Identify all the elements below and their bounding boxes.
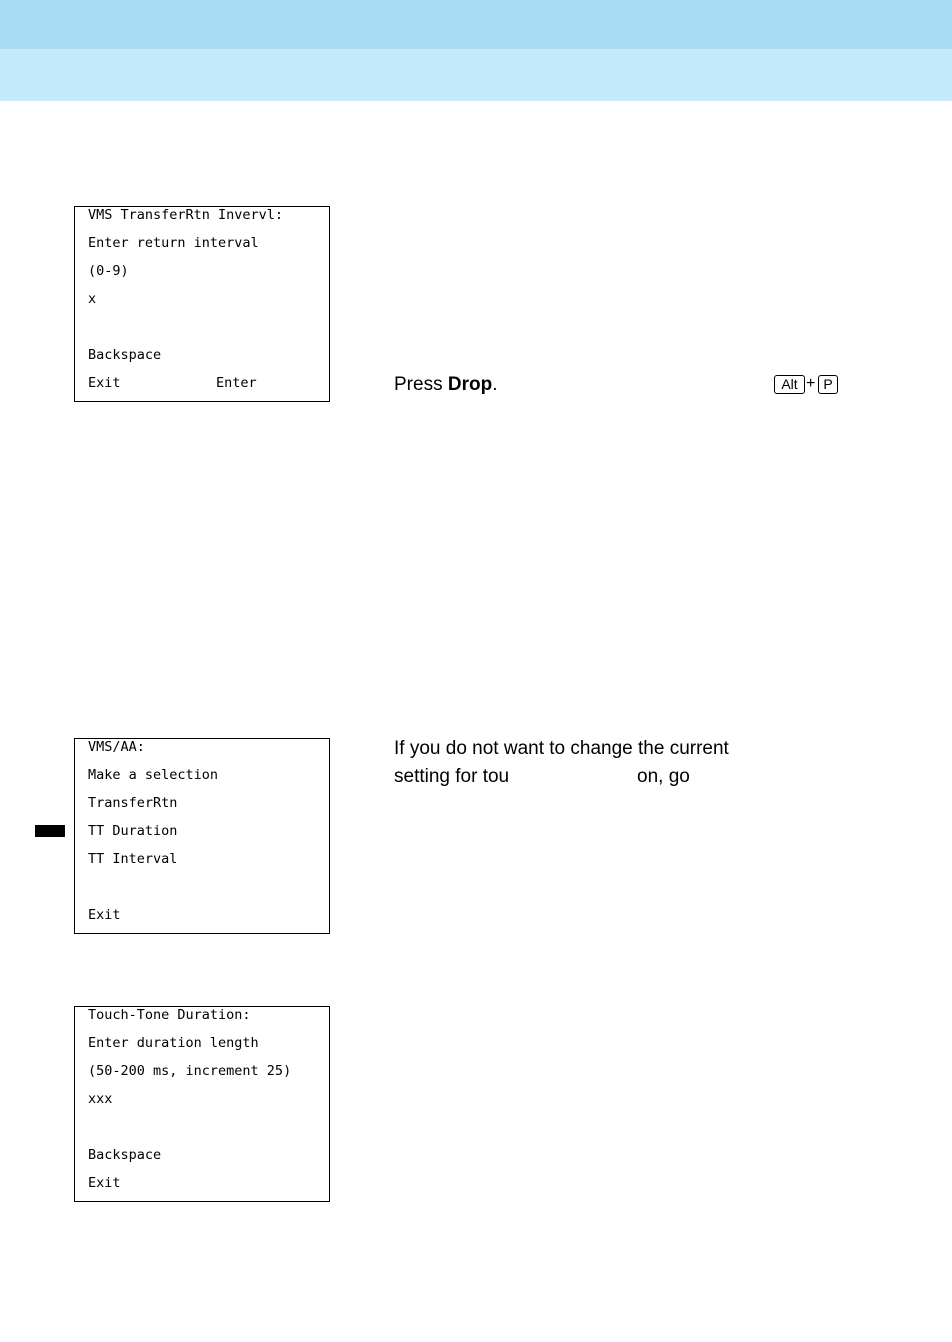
display-screen-transfer-return-interval <box>74 206 330 402</box>
backspace-option[interactable]: Backspace <box>88 1147 162 1163</box>
screen-title: VMS/AA: <box>88 739 145 755</box>
screen-range: (0-9) <box>88 263 129 279</box>
menu-item-tt-duration[interactable]: TT Duration <box>88 823 178 839</box>
key-plus: + <box>806 375 816 392</box>
exit-option[interactable]: Exit <box>88 907 121 923</box>
instruction-drop-label: Drop <box>447 374 493 395</box>
screen-value: xxx <box>88 1091 113 1107</box>
p-key-icon: P <box>818 375 838 394</box>
screen-title: VMS TransferRtn Invervl: <box>88 207 284 223</box>
display-screen-vms-aa-menu <box>74 738 330 934</box>
display-screen-touch-tone-duration <box>74 1006 330 1202</box>
screen-range: (50-200 ms, increment 25) <box>88 1063 292 1079</box>
exit-option[interactable]: Exit <box>88 375 121 391</box>
menu-item-transferrtn[interactable]: TransferRtn <box>88 795 178 811</box>
screen-prompt: Make a selection <box>88 767 219 783</box>
header-band-bottom <box>0 49 952 101</box>
screen-prompt: Enter duration length <box>88 1035 259 1051</box>
enter-option[interactable]: Enter <box>216 375 257 391</box>
instruction-line-2b: on, go <box>637 766 690 787</box>
instruction-line-1: If you do not want to change the current <box>394 738 729 759</box>
selection-marker <box>35 825 65 837</box>
alt-key-icon: Alt <box>774 375 805 394</box>
backspace-option[interactable]: Backspace <box>88 347 162 363</box>
screen-prompt: Enter return interval <box>88 235 259 251</box>
screen-value: x <box>88 291 97 307</box>
header-band-top <box>0 0 952 49</box>
instruction-line-2a: setting for tou <box>394 766 510 787</box>
instruction-prefix: Press <box>394 374 448 395</box>
exit-option[interactable]: Exit <box>88 1175 121 1191</box>
menu-item-tt-interval[interactable]: TT Interval <box>88 851 178 867</box>
instruction-suffix: . <box>492 374 498 395</box>
instruction-press-drop <box>394 371 497 399</box>
screen-title: Touch-Tone Duration: <box>88 1007 251 1023</box>
